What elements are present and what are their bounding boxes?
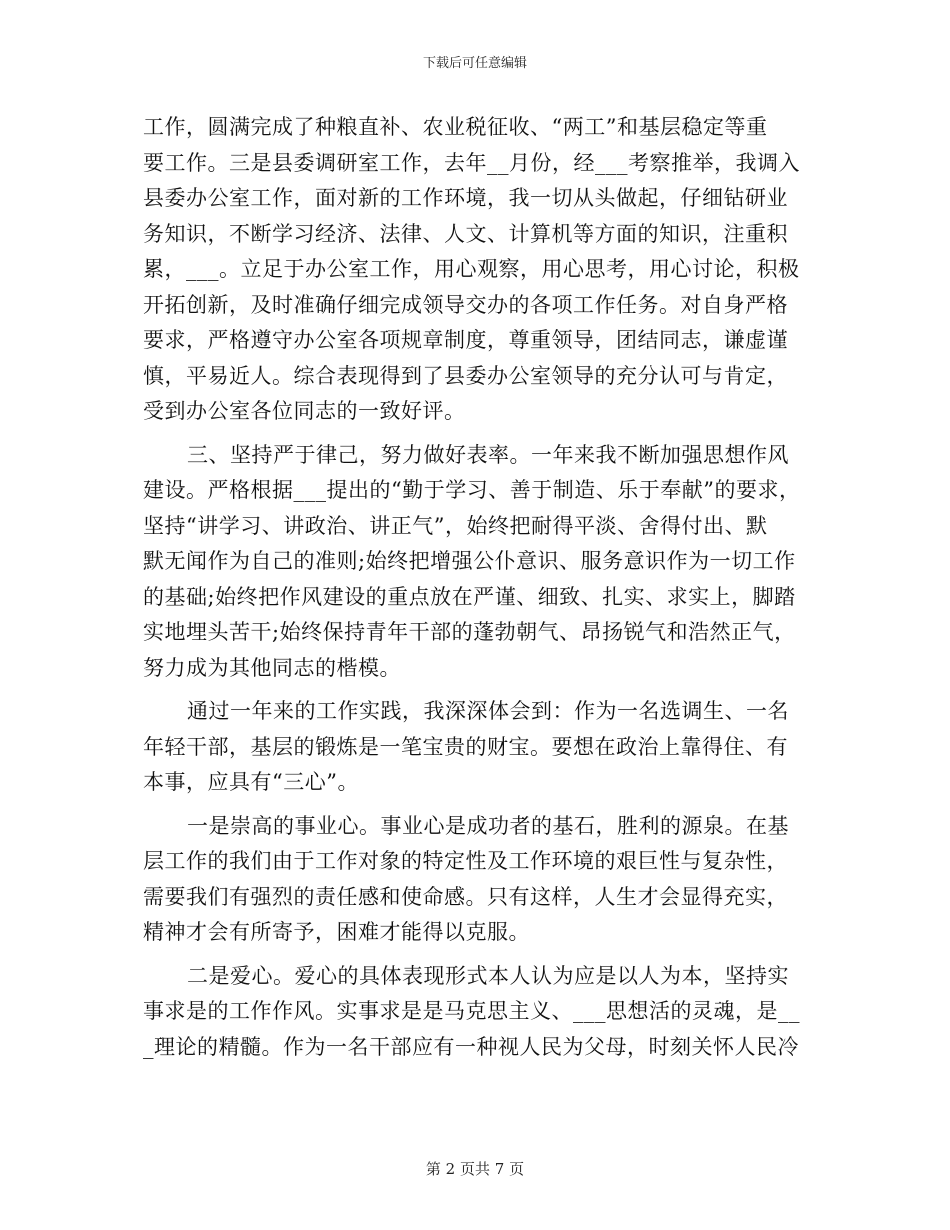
text-line: 坚持“讲学习、讲政治、讲正气”，始终把耐得平淡、舍得付出、默 (143, 513, 768, 538)
text-line: 慎，平易近人。综合表现得到了县委办公室领导的充分认可与肯定， (143, 363, 788, 388)
text-line: 累，___。立足于办公室工作，用心观察，用心思考，用心讨论，积极 (143, 257, 800, 281)
paragraph-1 (143, 110, 813, 430)
text-line: 通过一年来的工作实践，我深深体会到：作为一名选调生、一名 (187, 699, 789, 723)
text-line: 努力成为其他同志的楷模。 (143, 655, 401, 680)
paragraph-5 (143, 959, 813, 1066)
text-line: 本事，应具有“三心”。 (143, 770, 359, 794)
text-line: 二是爱心。爱心的具体表现形式本人认为应是以人为本，坚持实 (187, 963, 789, 988)
text-line: 三、坚持严于律己，努力做好表率。一年来我不断加强思想作风 (187, 442, 789, 467)
text-line: _理论的精髓。作为一名干部应有一种视人民为父母，时刻关怀人民冷 (143, 1034, 799, 1059)
text-line: 工作，圆满完成了种粮直补、农业税征收、“两工”和基层稳定等重 (143, 115, 768, 139)
text-line: 开拓创新，及时准确仔细完成领导交办的各项工作任务。对自身严格 (143, 292, 788, 317)
document-body (143, 110, 813, 1073)
text-line: 精神才会有所寄予，困难才能得以克服。 (143, 920, 530, 944)
text-line: 要工作。三是县委调研室工作，去年__月份，经___考察推举，我调入 (143, 150, 800, 175)
text-line: 默无闻作为自己的准则;始终把增强公仆意识、服务意识作为一切工作 (143, 549, 796, 573)
text-line: 要求，严格遵守办公室各项规章制度，尊重领导，团结同志，谦虚谨 (143, 328, 788, 352)
paragraph-4 (143, 809, 813, 951)
text-line: 的基础;始终把作风建设的重点放在严谨、细致、扎实、求实上，脚踏 (143, 584, 796, 609)
text-line: 建设。严格根据___提出的“勤于学习、善于制造、乐于奉献”的要求， (143, 478, 801, 502)
text-line: 事求是的工作作风。实事求是是马克思主义、___思想活的灵魂，是__ (143, 999, 800, 1023)
page-header: 下载后可任意编辑 (422, 56, 527, 71)
text-line: 县委办公室工作，面对新的工作环境，我一切从头做起，仔细钻研业 (143, 186, 788, 210)
page-footer: 第 2 页共 7 页 (425, 1160, 525, 1178)
text-line: 受到办公室各位同志的一致好评。 (143, 399, 466, 423)
text-line: 需要我们有强烈的责任感和使命感。只有这样，人生才会显得充实， (143, 884, 788, 909)
text-line: 实地埋头苦干;始终保持青年干部的蓬勃朝气、昂扬锐气和浩然正气， (143, 620, 796, 644)
paragraph-2 (143, 438, 813, 687)
paragraph-3 (143, 694, 813, 801)
text-line: 一是崇高的事业心。事业心是成功者的基石，胜利的源泉。在基 (187, 813, 789, 838)
text-line: 层工作的我们由于工作对象的特定性及工作环境的艰巨性与复杂性， (143, 849, 788, 873)
text-line: 年轻干部，基层的锻炼是一笔宝贵的财宝。要想在政治上靠得住、有 (143, 734, 788, 759)
text-line: 务知识，不断学习经济、法律、人文、计算机等方面的知识，注重积 (143, 221, 788, 246)
